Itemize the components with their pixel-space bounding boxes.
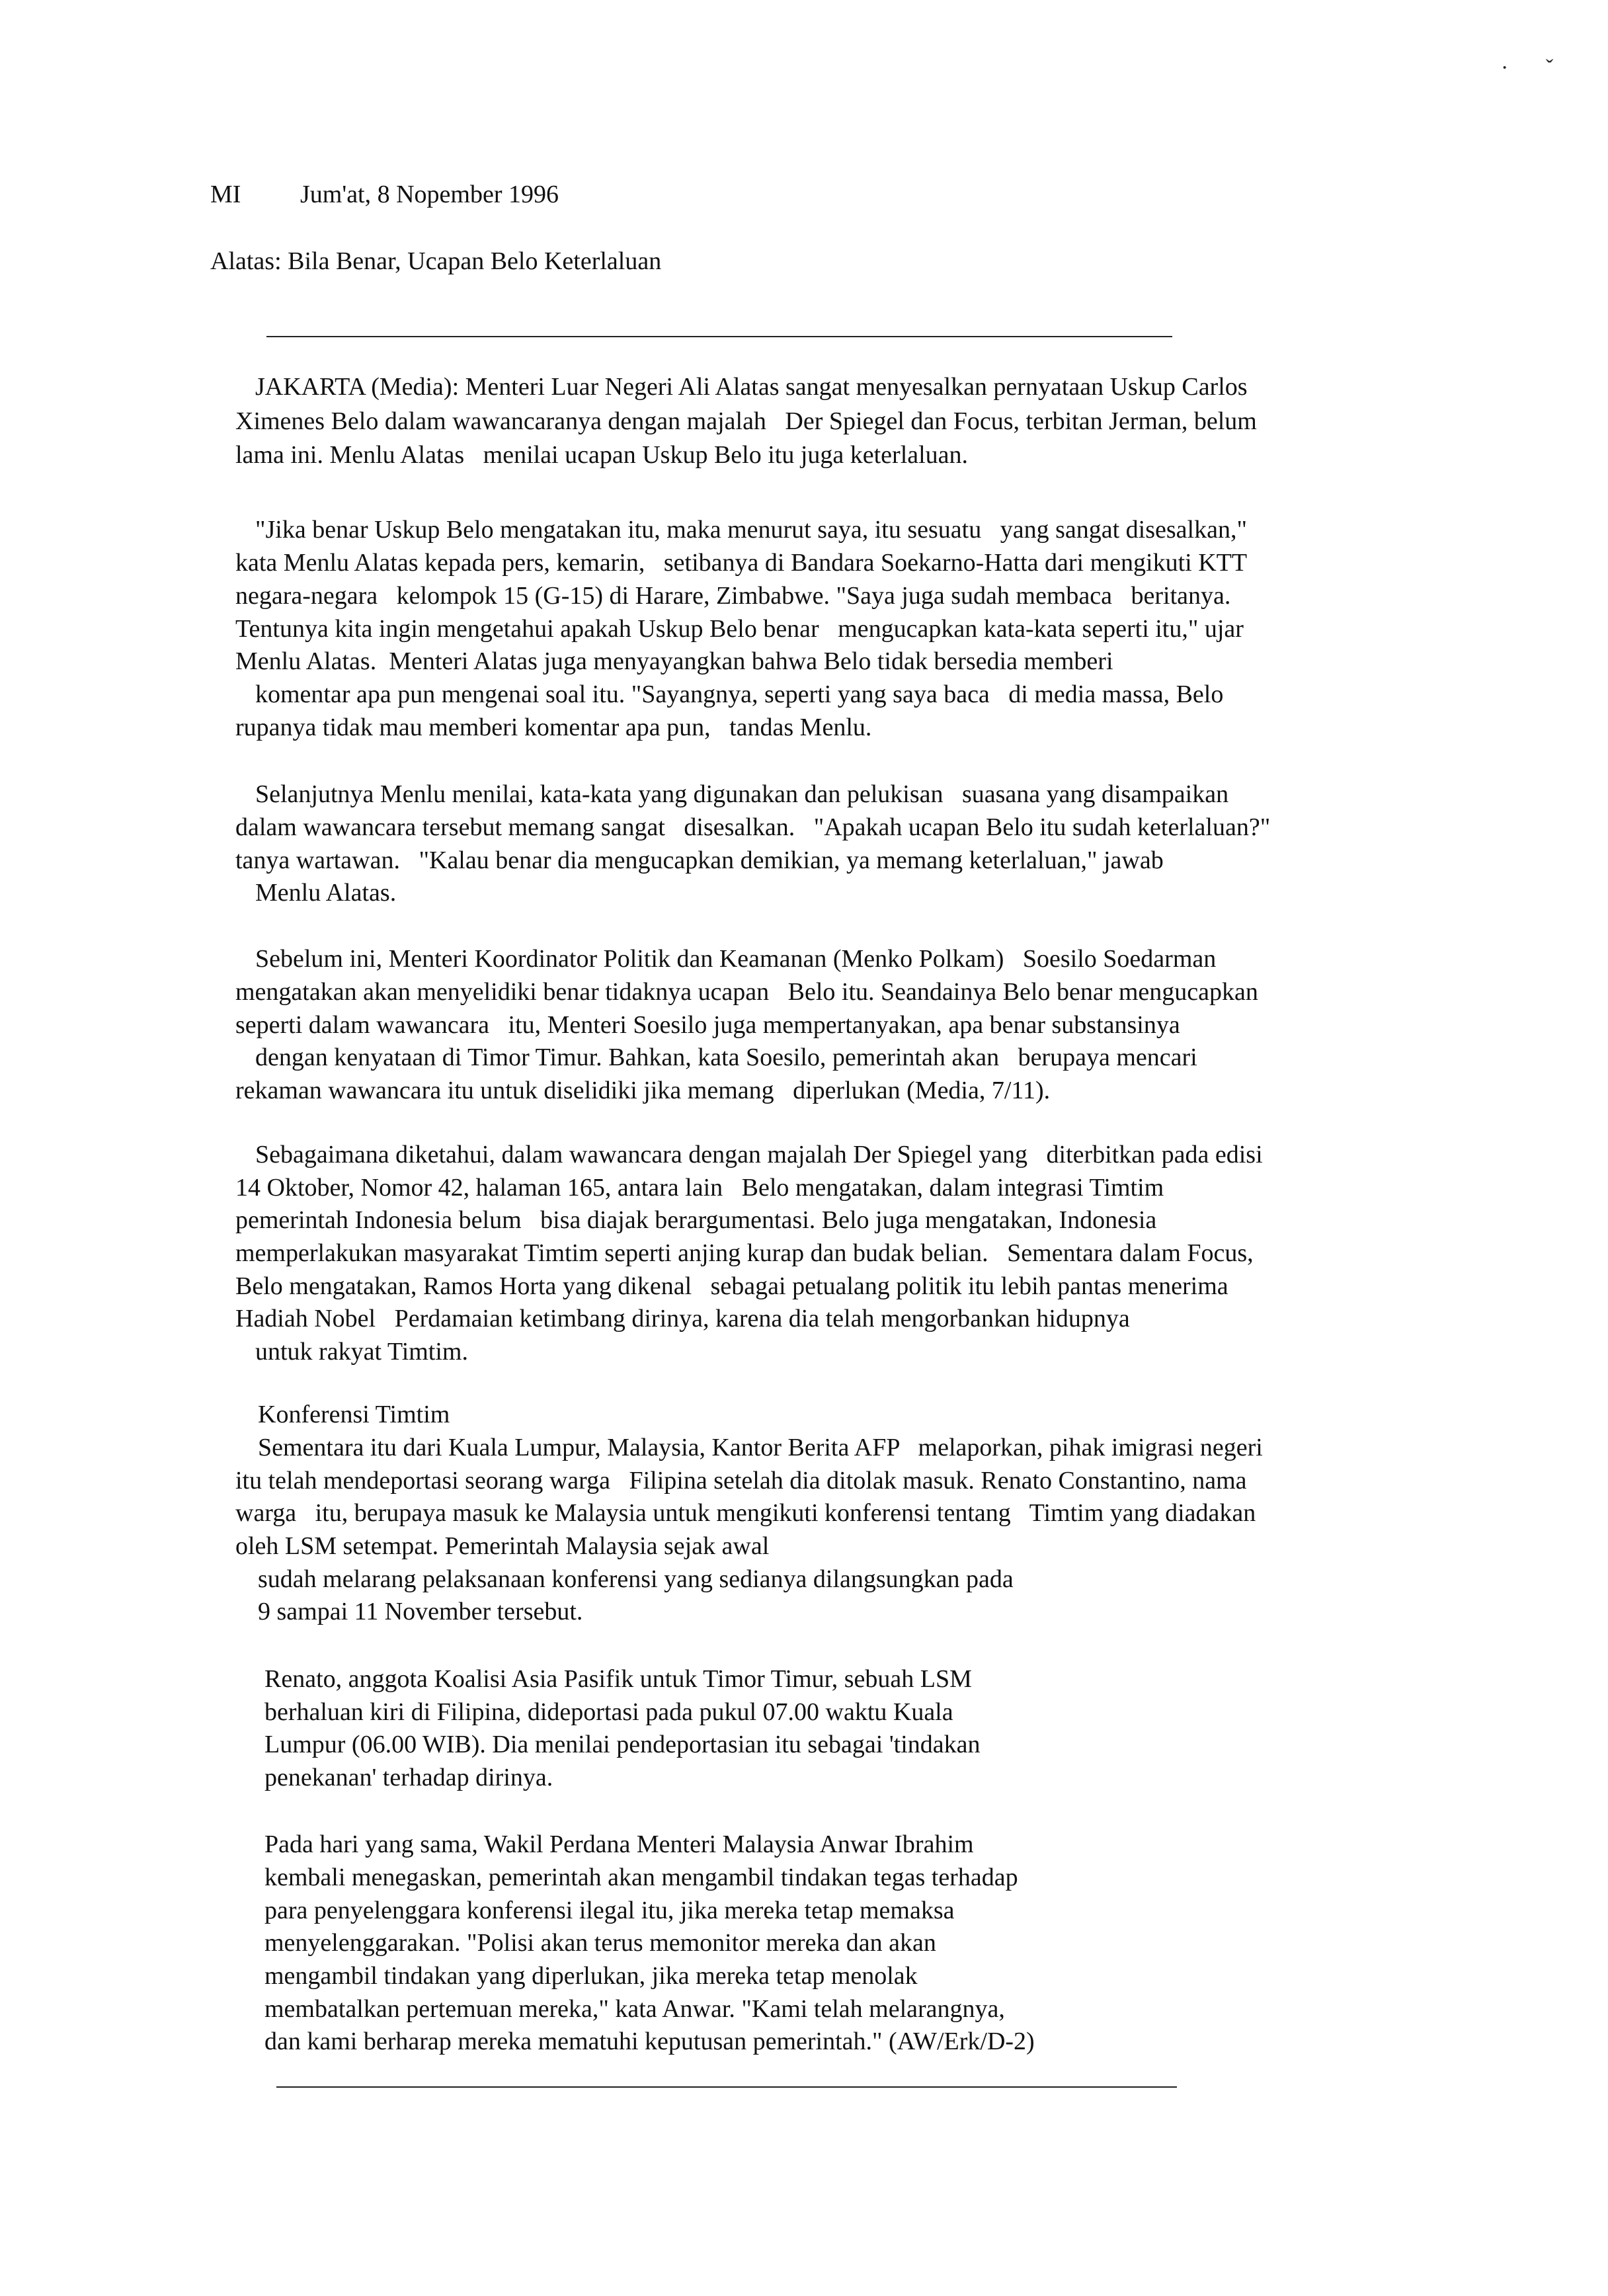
header-source: MI [210,181,241,208]
text-line: untuk rakyat Timtim. [255,1338,468,1366]
header-date: Jum'at, 8 Nopember 1996 [300,181,559,208]
article-title: Alatas: Bila Benar, Ucapan Belo Keterlaluan [210,247,662,275]
text-line: mengatakan akan menyelidiki benar tidaknya ucapan Belo itu. Seandainya Belo benar mengucapkan [235,978,1258,1006]
bottom-divider [276,2086,1177,2088]
text-line: Lumpur (06.00 WIB). Dia menilai pendeportasian itu sebagai 'tindakan [264,1731,981,1758]
text-line: Belo mengatakan, Ramos Horta yang dikenal sebagai petualang politik itu lebih pantas menerima [235,1272,1228,1300]
top-divider [266,336,1172,337]
text-line: Menlu Alatas. [255,879,397,907]
text-line: para penyelenggara konferensi ilegal itu, jika mereka tetap memaksa [264,1897,955,1924]
text-line: warga itu, berupaya masuk ke Malaysia untuk mengikuti konferensi tentang Timtim yang diadakan [235,1499,1256,1527]
text-line: 14 Oktober, Nomor 42, halaman 165, antara lain Belo mengatakan, dalam integrasi Timtim [235,1174,1164,1202]
text-line: kata Menlu Alatas kepada pers, kemarin, setibanya di Bandara Soekarno-Hatta dari mengikuti KTT [235,549,1248,577]
text-line: "Jika benar Uskup Belo mengatakan itu, maka menurut saya, itu sesuatu yang sangat disesalkan," [255,516,1247,544]
text-line: negara-negara kelompok 15 (G-15) di Harare, Zimbabwe. "Saya juga sudah membaca beritanya. [235,582,1231,610]
header [210,180,559,209]
text-line: penekanan' terhadap dirinya. [264,1764,553,1791]
text-line: tanya wartawan. "Kalau benar dia mengucapkan demikian, ya memang keterlaluan," jawab [235,846,1164,874]
text-line: kembali menegaskan, pemerintah akan mengambil tindakan tegas terhadap [264,1864,1018,1891]
text-line: dan kami berharap mereka mematuhi keputusan pemerintah." (AW/Erk/D-2) [264,2028,1035,2055]
text-line: lama ini. Menlu Alatas menilai ucapan Uskup Belo itu juga keterlaluan. [235,441,969,469]
text-line: Renato, anggota Koalisi Asia Pasifik untuk Timor Timur, sebuah LSM [264,1665,972,1693]
text-line: Hadiah Nobel Perdamaian ketimbang dirinya, karena dia telah mengorbankan hidupnya [235,1305,1130,1332]
section-subhead: Konferensi Timtim [258,1401,450,1428]
scan-specks: · ˇ [1501,56,1570,80]
text-line: sudah melarang pelaksanaan konferensi yang sedianya dilangsungkan pada [258,1565,1014,1593]
text-line: Sementara itu dari Kuala Lumpur, Malaysia, Kantor Berita AFP melaporkan, pihak imigrasi negeri [258,1434,1263,1461]
text-line: dalam wawancara tersebut memang sangat disesalkan. "Apakah ucapan Belo itu sudah keterlaluan?" [235,813,1271,841]
text-line: Ximenes Belo dalam wawancaranya dengan majalah Der Spiegel dan Focus, terbitan Jerman, belum [235,407,1257,435]
text-line: Sebagaimana diketahui, dalam wawancara dengan majalah Der Spiegel yang diterbitkan pada edisi [255,1141,1263,1168]
text-line: berhaluan kiri di Filipina, dideportasi pada pukul 07.00 waktu Kuala [264,1698,953,1726]
text-line: rupanya tidak mau memberi komentar apa pun, tandas Menlu. [235,714,872,741]
text-line: rekaman wawancara itu untuk diselidiki jika memang diperlukan (Media, 7/11). [235,1077,1051,1104]
text-line: 9 sampai 11 November tersebut. [258,1598,583,1625]
text-line: Pada hari yang sama, Wakil Perdana Menteri Malaysia Anwar Ibrahim [264,1830,974,1858]
text-line: Tentunya kita ingin mengetahui apakah Uskup Belo benar mengucapkan kata-kata seperti itu," ujar [235,615,1244,643]
text-line: Menlu Alatas. Menteri Alatas juga menyayangkan bahwa Belo tidak bersedia memberi [235,647,1113,675]
text-line: menyelenggarakan. "Polisi akan terus memonitor mereka dan akan [264,1929,936,1957]
text-line: oleh LSM setempat. Pemerintah Malaysia sejak awal [235,1532,770,1560]
text-line: dengan kenyataan di Timor Timur. Bahkan, kata Soesilo, pemerintah akan berupaya mencari [255,1044,1197,1071]
text-line: komentar apa pun mengenai soal itu. "Sayangnya, seperti yang saya baca di media massa, Belo [255,680,1224,708]
text-line: memperlakukan masyarakat Timtim seperti anjing kurap dan budak belian. Sementara dalam Focus, [235,1239,1254,1267]
text-line: Selanjutnya Menlu menilai, kata-kata yang digunakan dan pelukisan suasana yang disampaikan [255,780,1229,808]
text-line: mengambil tindakan yang diperlukan, jika mereka tetap menolak [264,1962,918,1990]
text-line: membatalkan pertemuan mereka," kata Anwar. "Kami telah melarangnya, [264,1995,1005,2023]
text-line: seperti dalam wawancara itu, Menteri Soesilo juga mempertanyakan, apa benar substansinya [235,1011,1180,1039]
text-line: itu telah mendeportasi seorang warga Filipina setelah dia ditolak masuk. Renato Constantino, nama [235,1467,1247,1495]
text-line: Sebelum ini, Menteri Koordinator Politik dan Keamanan (Menko Polkam) Soesilo Soedarman [255,945,1217,973]
text-line: JAKARTA (Media): Menteri Luar Negeri Ali Alatas sangat menyesalkan pernyataan Uskup Carlos [255,373,1248,401]
text-line: pemerintah Indonesia belum bisa diajak berargumentasi. Belo juga mengatakan, Indonesia [235,1206,1157,1234]
